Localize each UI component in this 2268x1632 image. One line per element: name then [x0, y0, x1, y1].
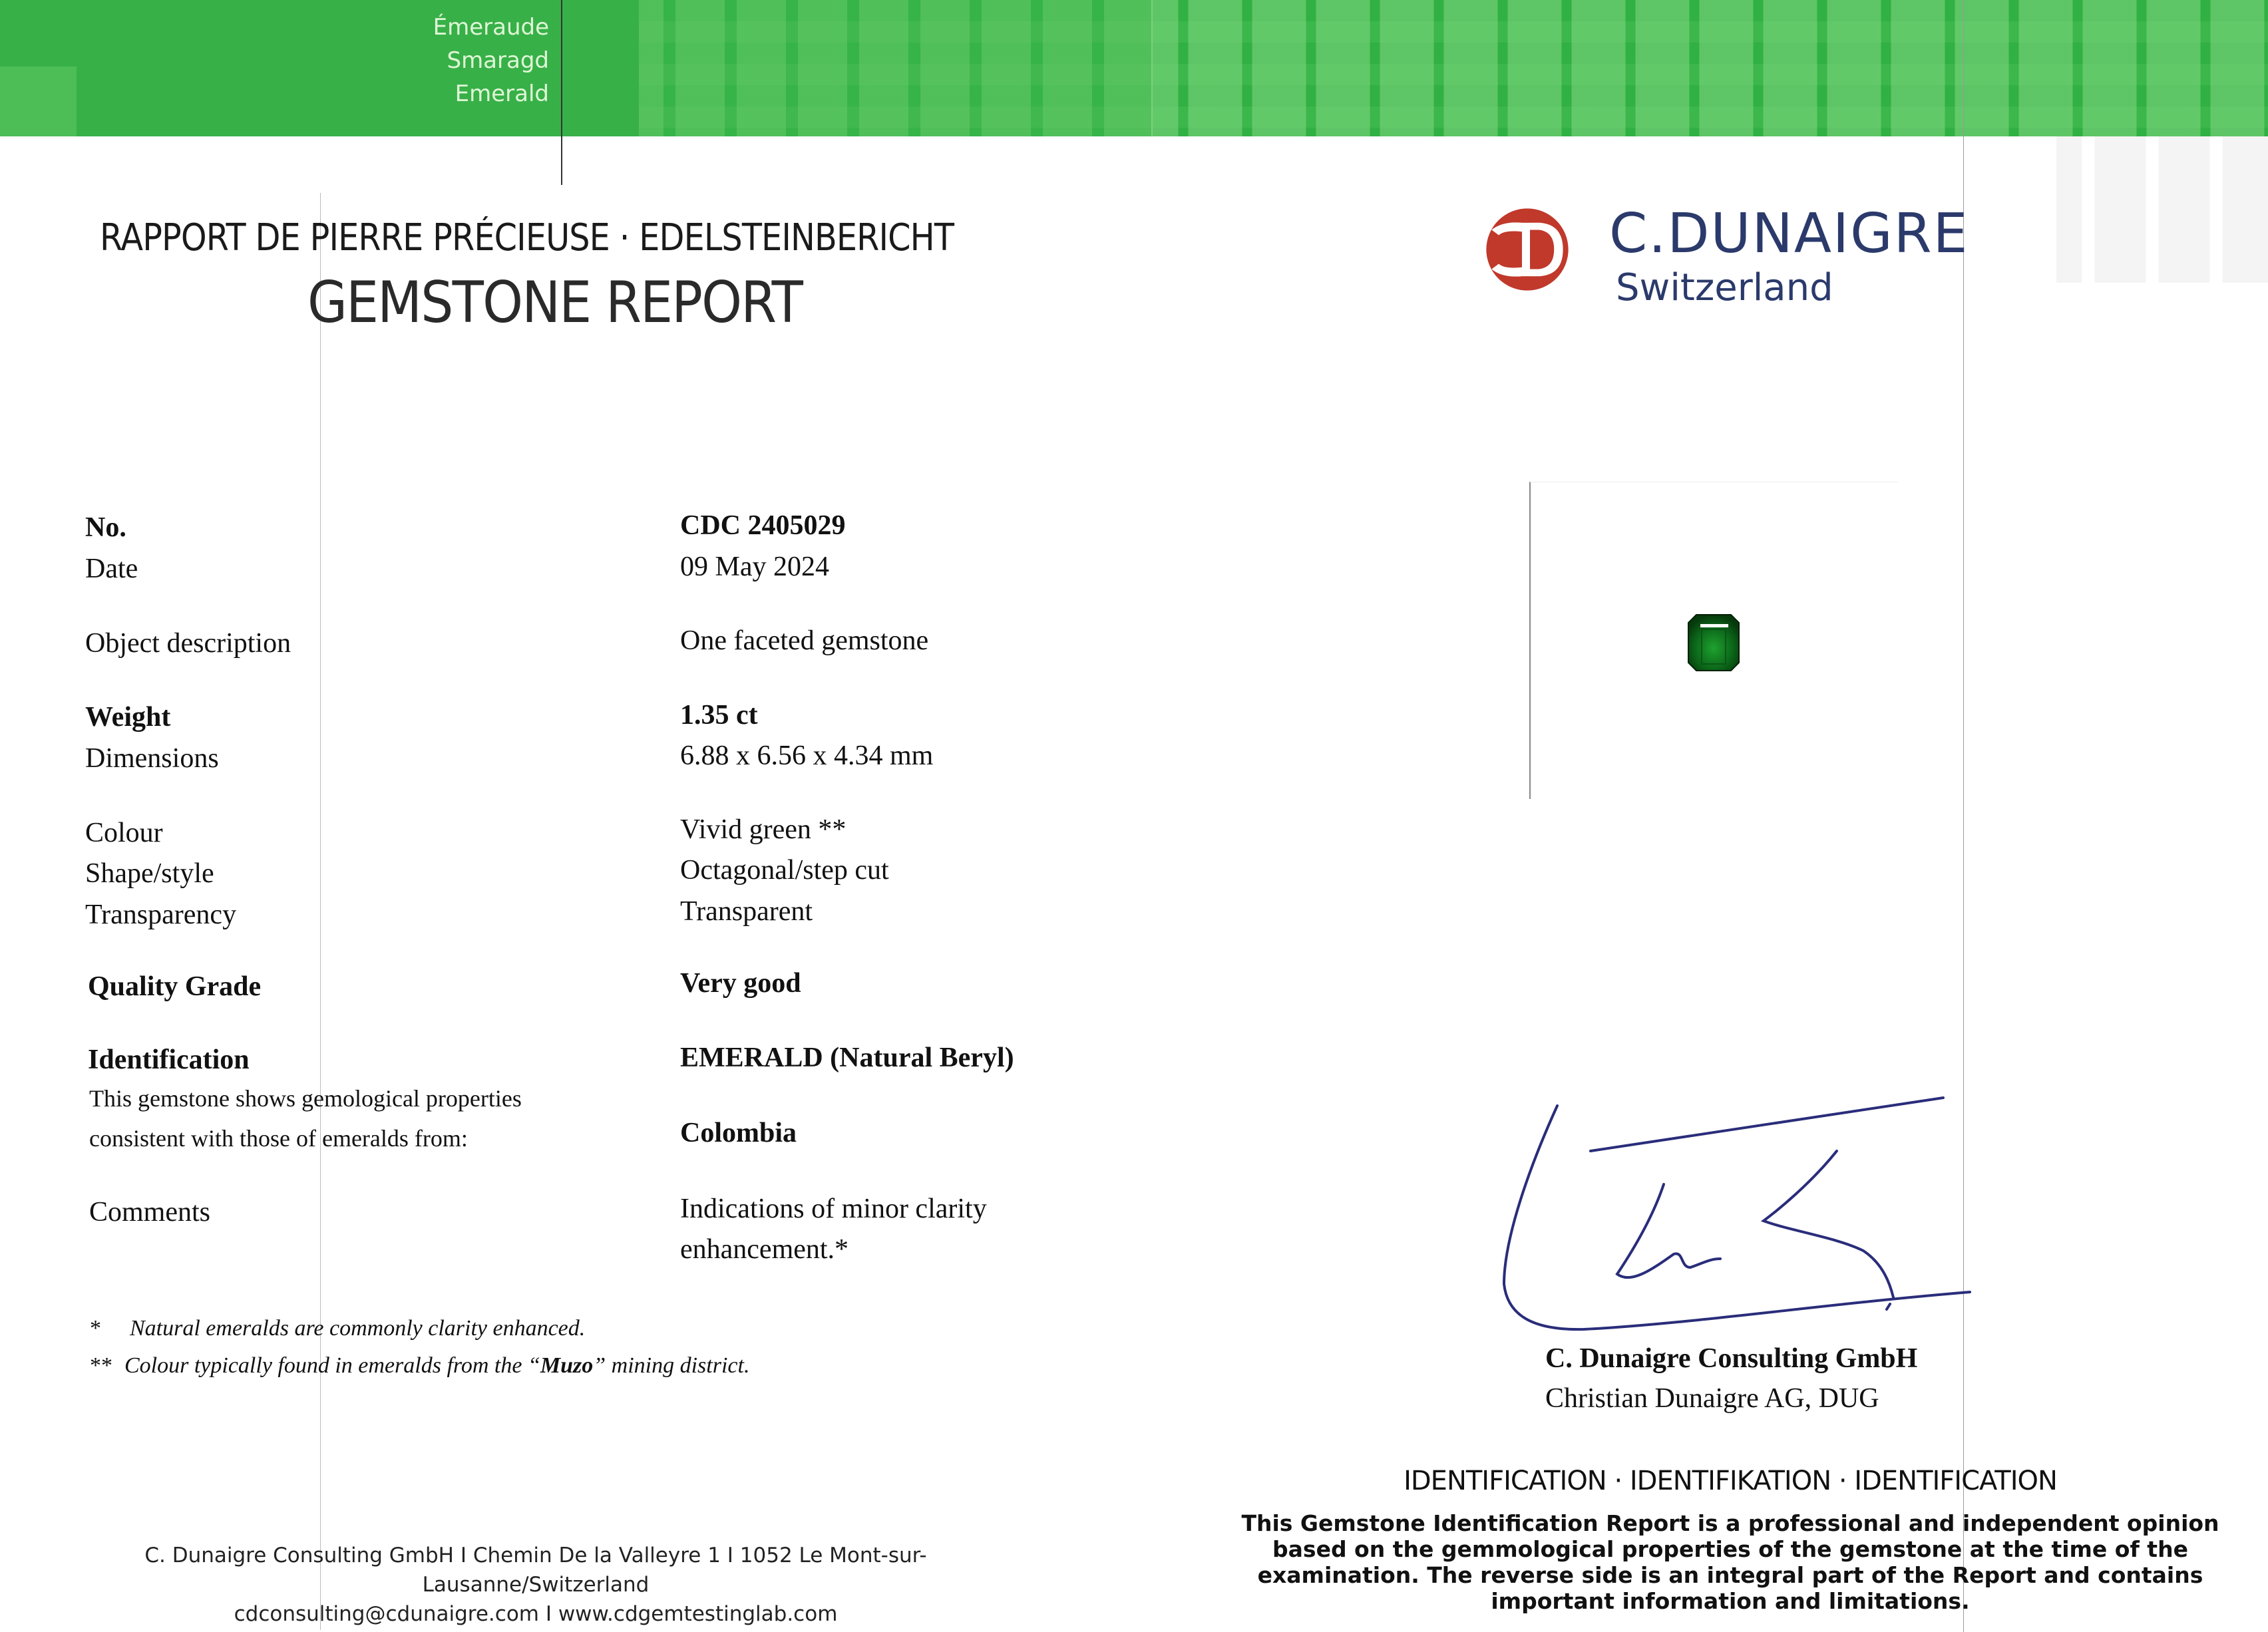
- footnote-marker: **: [90, 1353, 112, 1378]
- disclaimer-line: important information and limitations.: [1491, 1588, 1970, 1614]
- gem-name-english: Emerald: [455, 81, 549, 107]
- disclaimer-line: This Gemstone Identification Report is a professional and independent opinion: [1241, 1510, 2219, 1536]
- footer: [40, 1541, 1032, 1629]
- dimensions-label: Dimensions: [85, 743, 219, 774]
- fold-line-center: [1151, 0, 1153, 136]
- gem-name-french: Émeraude: [433, 14, 549, 41]
- comments-value-line2: enhancement.*: [680, 1234, 849, 1265]
- brand-name: C.DUNAIGRE: [1609, 202, 1969, 265]
- origin-label-line1: This gemstone shows gemological properties: [89, 1085, 522, 1112]
- band-ghost-pattern: [2056, 136, 2268, 283]
- shape-style-value: Octagonal/step cut: [680, 855, 889, 886]
- signature-signatory: Christian Dunaigre AG, DUG: [1545, 1383, 1879, 1414]
- weight-value: 1.35 ct: [680, 700, 758, 731]
- band-pattern-mid: [639, 0, 1151, 136]
- object-description-label: Object description: [85, 628, 291, 659]
- footnote-text: Natural emeralds are commonly clarity enhanced.: [130, 1316, 586, 1341]
- footer-contact: cdconsulting@cdunaigre.com I www.cdgemtestinglab.com: [234, 1602, 838, 1626]
- signature-icon: [1491, 1084, 1996, 1337]
- number-label: No.: [85, 512, 126, 543]
- band-pattern-right: [1151, 0, 2268, 136]
- object-description-value: One faceted gemstone: [680, 625, 929, 656]
- header-band: [0, 0, 2268, 136]
- signature-company: C. Dunaigre Consulting GmbH: [1545, 1343, 1918, 1374]
- origin-value: Colombia: [680, 1118, 797, 1148]
- number-value: CDC 2405029: [680, 510, 846, 541]
- band-left-accent: [0, 67, 77, 136]
- comments-label: Comments: [89, 1197, 211, 1227]
- identification-value: EMERALD (Natural Beryl): [680, 1043, 1014, 1073]
- report-subtitle: RAPPORT DE PIERRE PRÉCIEUSE · EDELSTEINBERICHT: [100, 216, 954, 259]
- cd-logo-icon: [1483, 205, 1572, 294]
- footnote-text-before: Colour typically found in emeralds from the “: [124, 1353, 540, 1378]
- footnote-text-after: ” mining district.: [593, 1353, 750, 1378]
- footnote-clarity: [90, 1316, 585, 1341]
- fold-line-left: [320, 193, 321, 1630]
- transparency-value: Transparent: [680, 896, 813, 927]
- origin-label-line2: consistent with those of emeralds from:: [89, 1125, 468, 1152]
- identification-label: Identification: [88, 1045, 250, 1075]
- footnote-marker: *: [90, 1316, 101, 1341]
- footnote-colour: [90, 1353, 749, 1379]
- date-value: 09 May 2024: [680, 552, 829, 582]
- dimensions-value: 6.88 x 6.56 x 4.34 mm: [680, 740, 934, 771]
- footer-address: C. Dunaigre Consulting GmbH I Chemin De la Valleyre 1 I 1052 Le Mont-sur-Lausanne/Switzerland: [144, 1544, 927, 1597]
- gem-type-names: [433, 11, 549, 110]
- disclaimer: [1231, 1510, 2229, 1614]
- colour-label: Colour: [85, 818, 163, 848]
- quality-grade-value: Very good: [680, 968, 801, 999]
- footnote-emphasis: Muzo: [540, 1353, 594, 1378]
- gem-name-german: Smaragd: [447, 47, 549, 74]
- weight-label: Weight: [85, 702, 171, 733]
- transparency-label: Transparency: [85, 899, 237, 930]
- report-title: GEMSTONE REPORT: [307, 269, 803, 336]
- fold-line-header: [561, 0, 562, 185]
- colour-value: Vivid green **: [680, 814, 847, 845]
- quality-grade-label: Quality Grade: [88, 971, 262, 1002]
- comments-value-line1: Indications of minor clarity: [680, 1194, 987, 1224]
- disclaimer-line: examination. The reverse side is an integral part of the Report and contains: [1257, 1562, 2203, 1588]
- emerald-photo: [1687, 613, 1740, 672]
- brand-location: Switzerland: [1616, 266, 1833, 309]
- disclaimer-line: based on the gemmological properties of the gemstone at the time of the: [1272, 1536, 2188, 1562]
- shape-style-label: Shape/style: [85, 858, 214, 889]
- date-label: Date: [85, 554, 138, 584]
- identification-title: IDENTIFICATION · IDENTIFIKATION · IDENTIFICATION: [1404, 1466, 2057, 1496]
